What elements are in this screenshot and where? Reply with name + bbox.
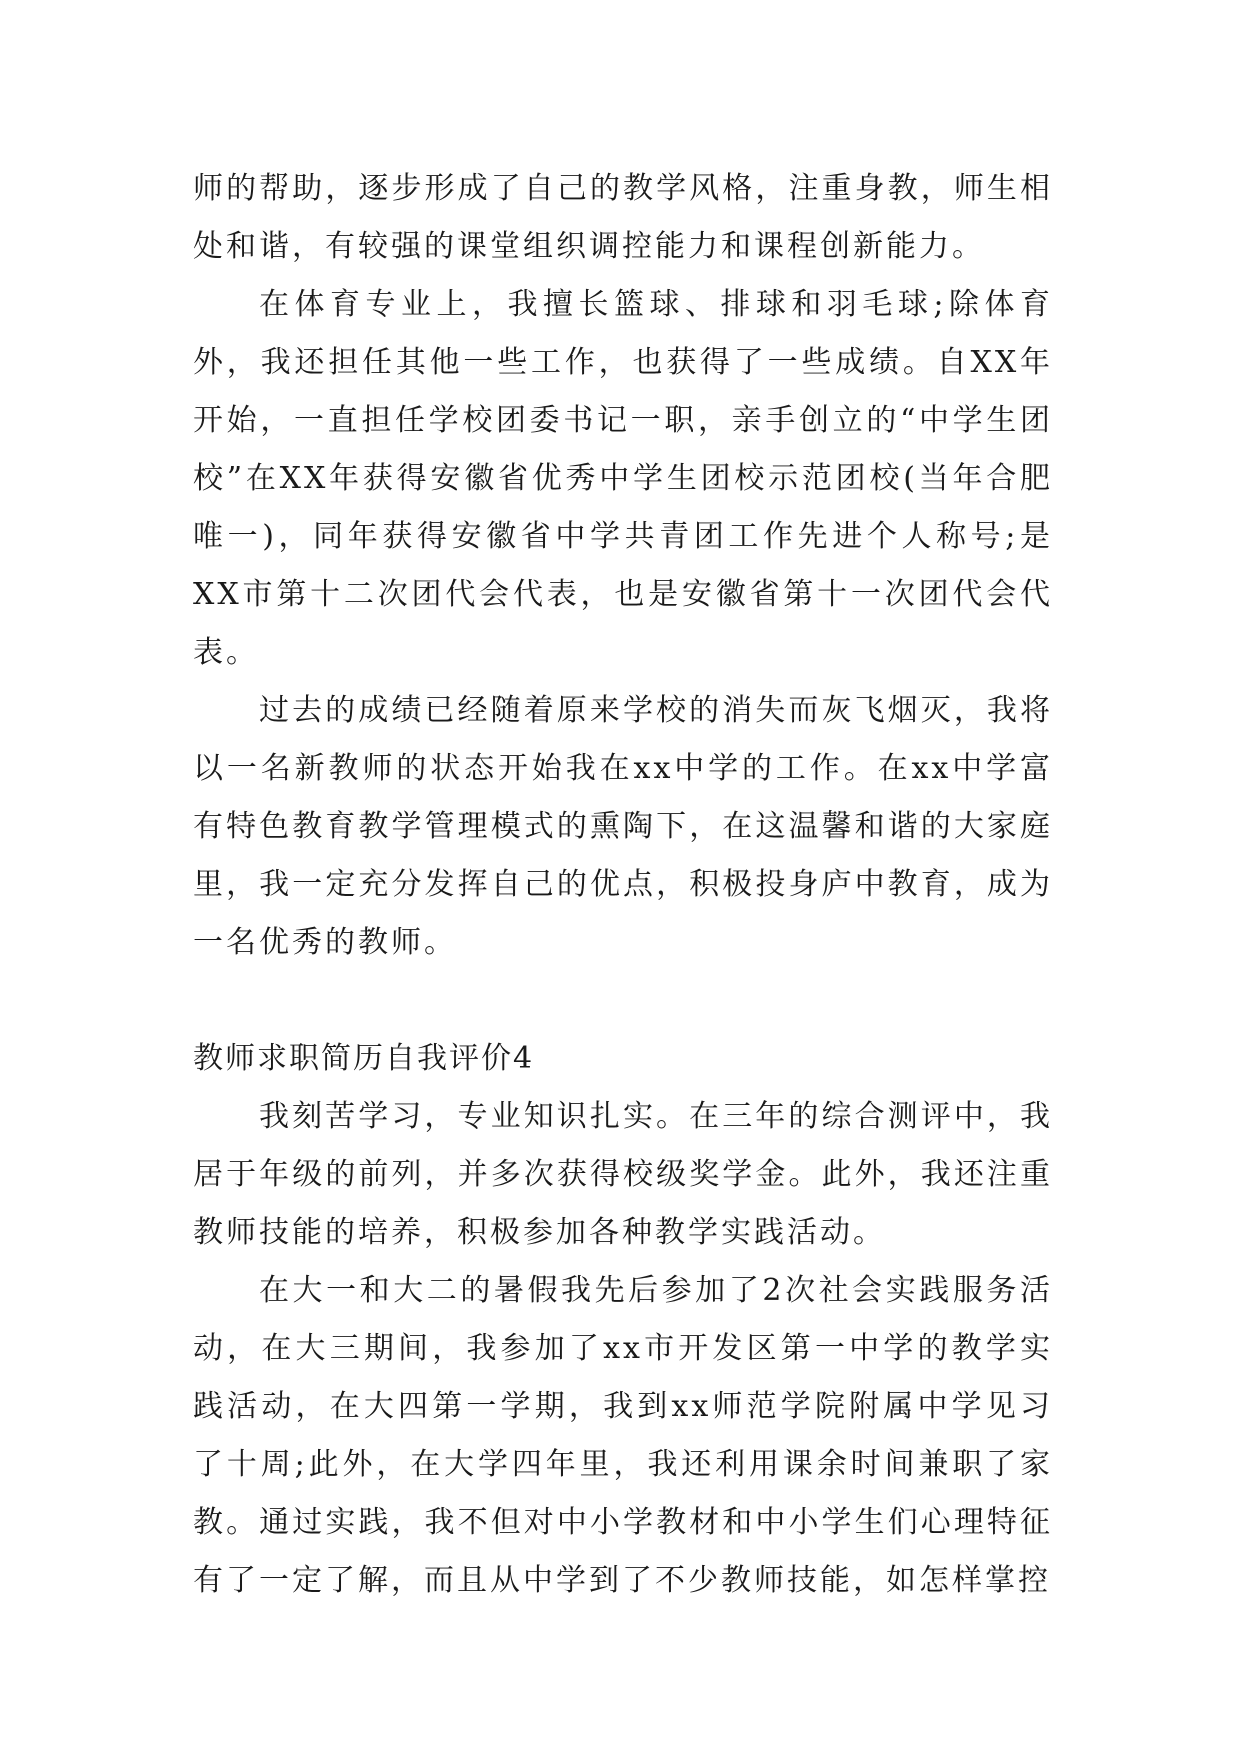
paragraph: 我刻苦学习，专业知识扎实。在三年的综合测评中，我居于年级的前列，并多次获得校级奖学金。此外，我还注重教师技能的培养，积极参加各种教学实践活动。: [193, 1099, 1053, 1250]
document-body: [193, 160, 1053, 1610]
section-heading: 教师求职简历自我评价4: [193, 1041, 535, 1076]
paragraph: 师的帮助，逐步形成了自己的教学风格，注重身教，师生相处和谐，有较强的课堂组织调控能力和课程创新能力。: [193, 171, 1053, 264]
paragraph: 在体育专业上，我擅长篮球、排球和羽毛球;除体育外，我还担任其他一些工作，也获得了一些成绩。自XX年开始，一直担任学校团委书记一职，亲手创立的“中学生团校”在XX年获得安徽省优秀中学生团校示范团校(当年合肥唯一)，同年获得安徽省中学共青团工作先进个人称号;是XX市第十二次团代会代表，也是安徽省第十一次团代会代表。: [193, 287, 1053, 670]
section-spacer: [193, 972, 1053, 1030]
paragraph: 在大一和大二的暑假我先后参加了2次社会实践服务活动，在大三期间，我参加了xx市开发区第一中学的教学实践活动，在大四第一学期，我到xx师范学院附属中学见习了十周;此外，在大学四年里，我还利用课余时间兼职了家教。通过实践，我不但对中小学教材和中小学生们心理特征有了一定了解，而且从中学到了不少教师技能，如怎样掌控: [193, 1273, 1053, 1598]
paragraph: 过去的成绩已经随着原来学校的消失而灰飞烟灭，我将以一名新教师的状态开始我在xx中学的工作。在xx中学富有特色教育教学管理模式的熏陶下，在这温馨和谐的大家庭里，我一定充分发挥自己的优点，积极投身庐中教育，成为一名优秀的教师。: [193, 693, 1053, 960]
